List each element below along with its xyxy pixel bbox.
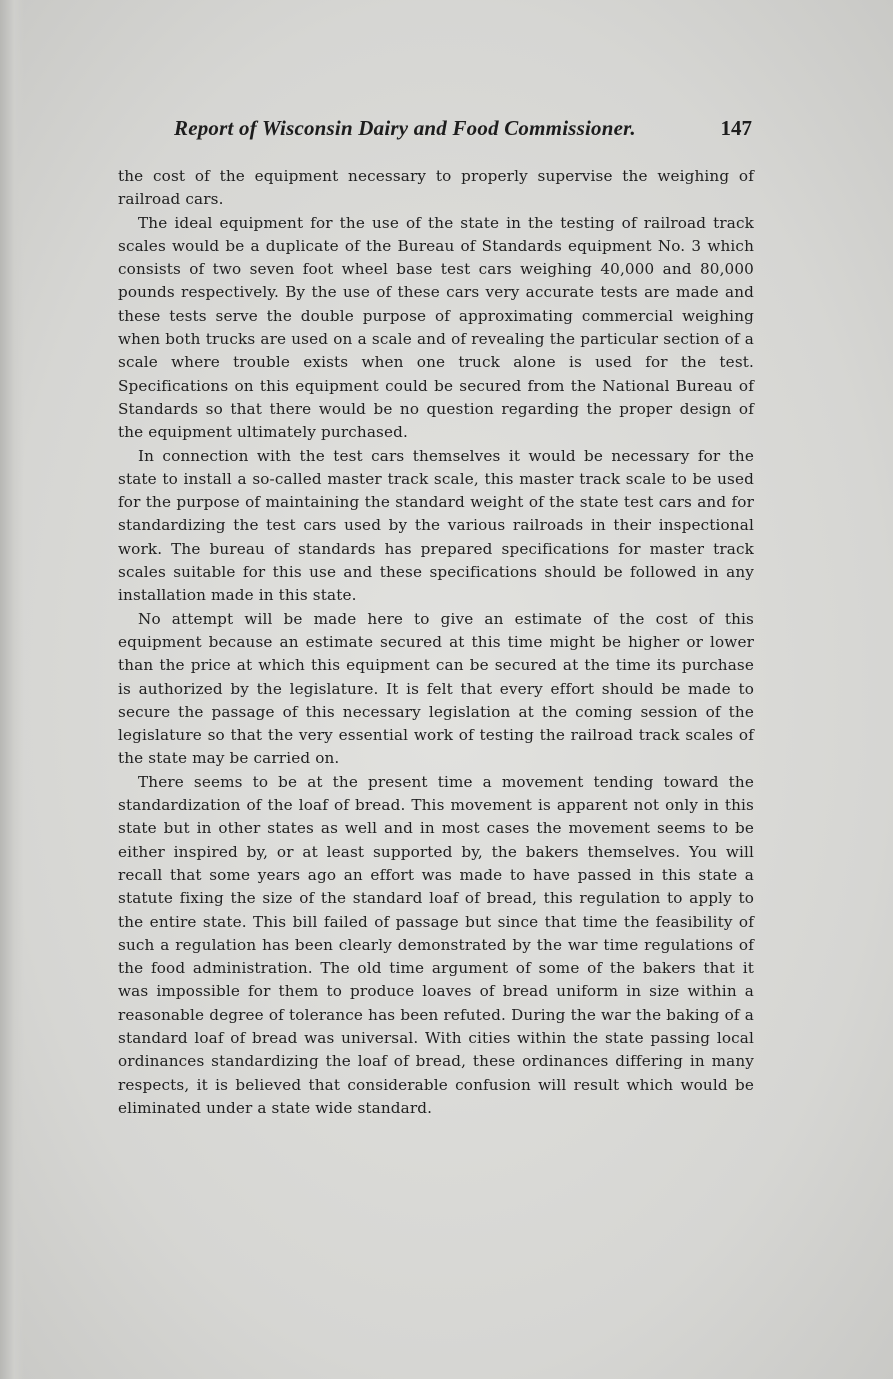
page-binding-edge — [0, 0, 24, 1379]
paragraph-standard-loaf: There seems to be at the present time a movement tending toward the standardization of the loaf of bread. This movement is apparent not only in this state but in other states as well and in most cases the movement seems to be either inspired by, or at least supported by, the bakers themselves. You will recall that some years ago an effort was made to have passed in this state a statute fixing the size of the standard loaf of bread, this regulation to apply to the entire state. This bill failed of passage but since that time the feasibility of such a regulation has been clearly demonstrated by the war time regulations of the food administration. The old time argument of some of the bakers that it was impossible for them to produce loaves of bread uniform in size within a reasonable degree of tolerance has been refuted. During the war the baking of a standard loaf of bread was universal. With cities within the state passing local ordinances standardizing the loaf of bread, these ordinances differing in many respects, it is believed that considerable confusion will result which would be eliminated under a state wide standard. — [118, 772, 754, 1117]
page-header — [118, 116, 758, 146]
paragraph-ideal-equipment: The ideal equipment for the use of the state in the testing of railroad track scales would be a duplicate of the Bureau of Standards equipment No. 3 which consists of two seven foot wheel base test cars weighing 40,000 and 80,000 pounds respectively. By the use of these cars very accurate tests are made and these tests serve the double purpose of approximating commercial weighing when both trucks are used on a scale and of revealing the particular section of a scale where trouble exists when one truck alone is used for the test. Specifications on this equipment could be secured from the National Bureau of Standards so that there would be no question regarding the proper design of the equipment ultimately purchased. — [118, 213, 754, 442]
page-number: 147 — [720, 116, 752, 140]
paragraph-continuation: the cost of the equipment necessary to properly supervise the weighing of railroad cars. — [118, 167, 754, 209]
body-text — [118, 165, 754, 1120]
paragraph-cost-estimate: No attempt will be made here to give an estimate of the cost of this equipment because an estimate secured at this time might be higher or lower than the price at which this equipment can be secured at the time its purchase is authorized by the legislature. It is felt that every effort should be made to secure the passage of this necessary legislation at the coming session of the legislature so that the very essential work of testing the railroad track scales of the state may be carried on. — [118, 609, 754, 768]
running-title: Report of Wisconsin Dairy and Food Commissioner. — [174, 116, 636, 140]
paragraph-master-track-scale: In connection with the test cars themselves it would be necessary for the state to install a so-called master track scale, this master track scale to be used for the purpose of maintaining the standard weight of the state test cars and for standardizing the test cars used by the various railroads in their inspectional work. The bureau of standards has prepared specifications for master track scales suitable for this use and these specifications should be followed in any installation made in this state. — [118, 446, 754, 605]
